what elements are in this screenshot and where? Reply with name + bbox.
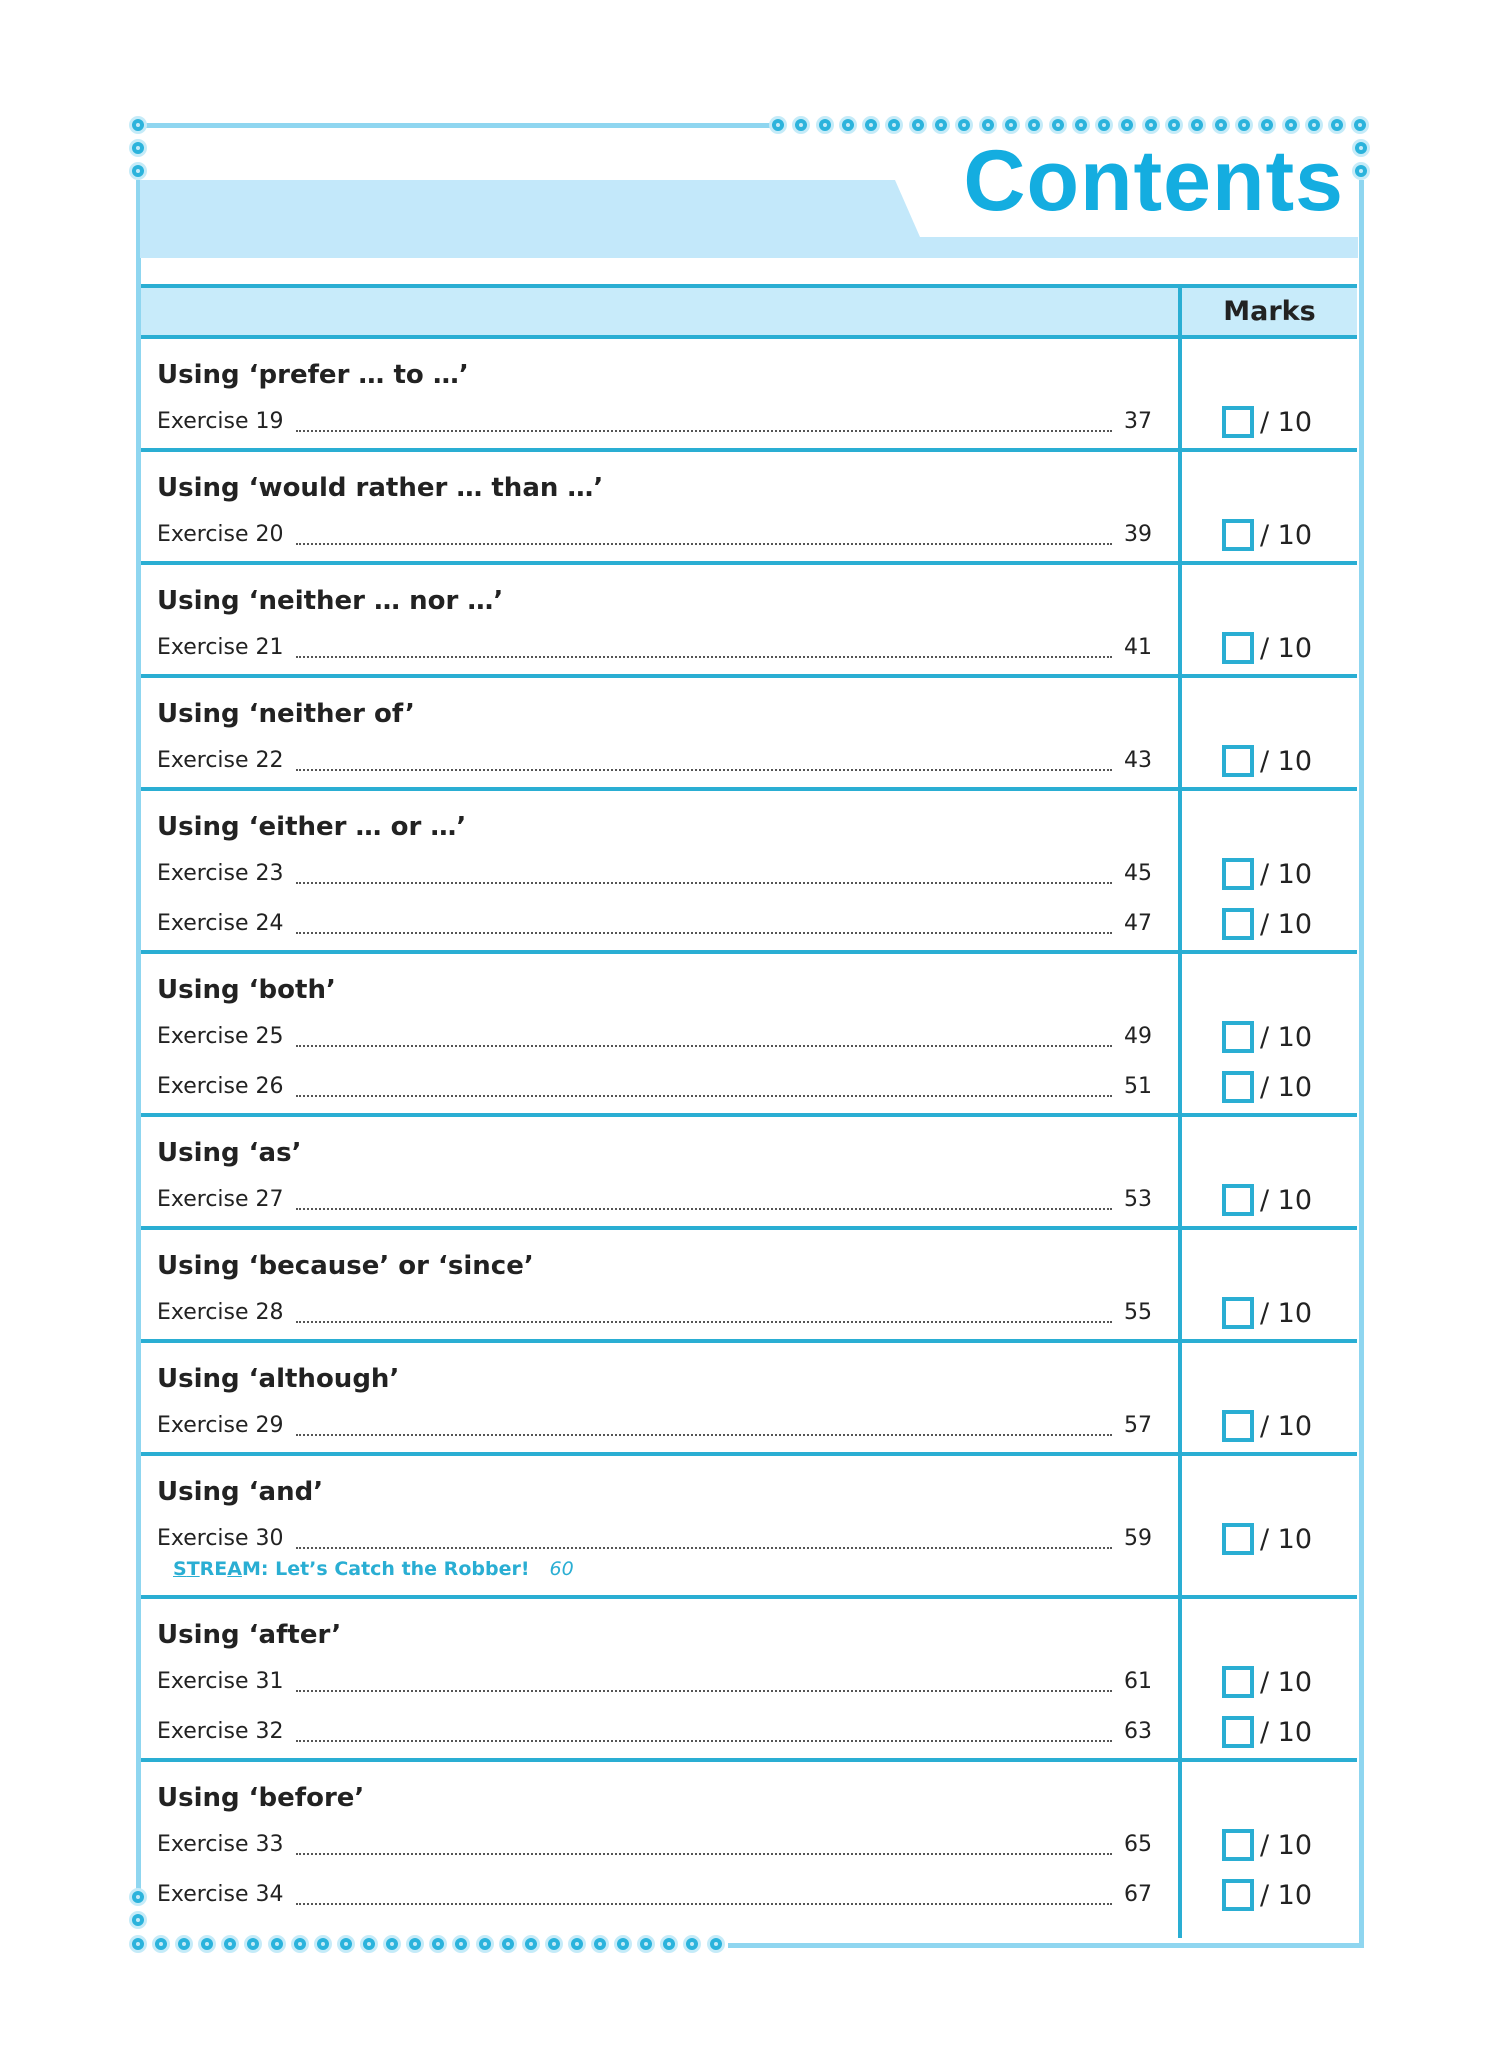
mark-entry <box>1222 1666 1312 1698</box>
page-number: 39 <box>1124 522 1152 547</box>
frame-dot-icon <box>594 1938 606 1950</box>
marks-cell <box>1182 452 1357 561</box>
marks-cell <box>1182 1117 1357 1226</box>
frame-dot-icon <box>1075 119 1087 131</box>
mark-entry <box>1222 1523 1312 1555</box>
mark-entry <box>1222 858 1312 890</box>
dot-leader <box>296 882 1112 884</box>
frame-dot-icon <box>1145 119 1157 131</box>
score-checkbox[interactable] <box>1222 1184 1254 1216</box>
page-number: 53 <box>1124 1187 1152 1212</box>
exercise-name: Exercise 24 <box>157 911 284 936</box>
table-row <box>141 1762 1357 1938</box>
frame-dot-icon <box>317 1938 329 1950</box>
frame-dot-icon <box>935 119 947 131</box>
exercise-name: Exercise 28 <box>157 1300 284 1325</box>
exercise-entry[interactable] <box>157 1820 1152 1870</box>
frame-dot-icon <box>710 1938 722 1950</box>
marks-cell <box>1182 1230 1357 1339</box>
score-total: / 10 <box>1260 745 1313 777</box>
page-number: 49 <box>1124 1024 1152 1049</box>
dot-leader <box>296 1547 1112 1549</box>
exercise-name: Exercise 21 <box>157 635 284 660</box>
exercise-entry[interactable] <box>157 1175 1152 1225</box>
frame-dot-icon <box>842 119 854 131</box>
page-number: 57 <box>1124 1413 1152 1438</box>
frame-dot-icon <box>1355 142 1367 154</box>
exercise-entry[interactable] <box>157 510 1152 560</box>
frame-dot-icon <box>409 1938 421 1950</box>
dot-leader <box>296 1208 1112 1210</box>
mark-entry <box>1222 1297 1312 1329</box>
mark-entry <box>1222 406 1312 438</box>
score-total: / 10 <box>1260 1666 1313 1698</box>
table-row <box>141 339 1357 452</box>
exercise-name: Exercise 26 <box>157 1074 284 1099</box>
frame-dot-icon <box>155 1938 167 1950</box>
score-checkbox[interactable] <box>1222 1523 1254 1555</box>
frame-dot-icon <box>340 1938 352 1950</box>
frame-dot-icon <box>132 1938 144 1950</box>
frame-dot-icon <box>1331 119 1343 131</box>
frame-dot-icon <box>1285 119 1297 131</box>
stream-letter-t: T <box>186 1558 200 1580</box>
section-heading: Using ‘neither … nor …’ <box>157 586 504 616</box>
page-number: 63 <box>1124 1719 1152 1744</box>
section-heading: Using ‘as’ <box>157 1138 302 1168</box>
score-checkbox[interactable] <box>1222 745 1254 777</box>
exercise-entry[interactable] <box>157 623 1152 673</box>
frame-dot-icon <box>1215 119 1227 131</box>
frame-dot-icon <box>912 119 924 131</box>
score-total: / 10 <box>1260 1071 1313 1103</box>
frame-dot-icon <box>982 119 994 131</box>
score-total: / 10 <box>1260 1523 1313 1555</box>
marks-cell <box>1182 791 1357 950</box>
frame-dot-icon <box>617 1938 629 1950</box>
mark-entry <box>1222 908 1312 940</box>
dot-leader <box>296 543 1112 545</box>
frame-dot-icon <box>640 1938 652 1950</box>
exercise-entry[interactable] <box>157 1012 1152 1062</box>
marks-cell <box>1182 678 1357 787</box>
frame-dot-icon <box>247 1938 259 1950</box>
exercise-entry[interactable] <box>157 1401 1152 1451</box>
dot-leader <box>296 932 1112 934</box>
frame-dot-icon <box>1355 165 1367 177</box>
dot-leader <box>296 1740 1112 1742</box>
table-row <box>141 1599 1357 1762</box>
frame-dot-icon <box>1238 119 1250 131</box>
section-heading: Using ‘either … or …’ <box>157 812 467 842</box>
stream-letter-a: A <box>227 1558 242 1580</box>
frame-dot-icon <box>958 119 970 131</box>
frame-dot-icon <box>1028 119 1040 131</box>
stream-letters-re: RE <box>199 1558 228 1580</box>
exercise-entry[interactable] <box>157 849 1152 899</box>
section-heading: Using ‘after’ <box>157 1620 342 1650</box>
section-heading: Using ‘before’ <box>157 1783 365 1813</box>
page-number: 41 <box>1124 635 1152 660</box>
table-row <box>141 678 1357 791</box>
exercise-entry[interactable] <box>157 1870 1152 1920</box>
score-checkbox[interactable] <box>1222 858 1254 890</box>
frame-dot-icon <box>1168 119 1180 131</box>
frame-dot-icon <box>479 1938 491 1950</box>
exercise-entry[interactable] <box>157 1288 1152 1338</box>
exercise-name: Exercise 34 <box>157 1882 284 1907</box>
score-total: / 10 <box>1260 1879 1313 1911</box>
marks-cell <box>1182 565 1357 674</box>
frame-dot-icon <box>819 119 831 131</box>
page-number: 65 <box>1124 1832 1152 1857</box>
mark-entry <box>1222 1410 1312 1442</box>
score-checkbox[interactable] <box>1222 1716 1254 1748</box>
section-cell <box>141 1230 1182 1339</box>
frame-dot-icon <box>525 1938 537 1950</box>
table-row <box>141 1456 1357 1599</box>
score-checkbox[interactable] <box>1222 406 1254 438</box>
frame-dot-icon <box>1005 119 1017 131</box>
exercise-name: Exercise 22 <box>157 748 284 773</box>
stream-activity-link[interactable] <box>157 1556 1152 1586</box>
score-total: / 10 <box>1260 1829 1313 1861</box>
score-checkbox[interactable] <box>1222 519 1254 551</box>
frame-dot-icon <box>772 119 784 131</box>
frame-dot-icon <box>1308 119 1320 131</box>
frame-dot-icon <box>502 1938 514 1950</box>
frame-dot-icon <box>386 1938 398 1950</box>
exercise-entry[interactable] <box>157 1657 1152 1707</box>
mark-entry <box>1222 1184 1312 1216</box>
score-checkbox[interactable] <box>1222 1410 1254 1442</box>
score-total: / 10 <box>1260 1297 1313 1329</box>
page-number: 45 <box>1124 861 1152 886</box>
frame-dot-icon <box>132 165 144 177</box>
score-total: / 10 <box>1260 406 1313 438</box>
frame-dot-icon <box>663 1938 675 1950</box>
marks-cell <box>1182 1343 1357 1452</box>
contents-table <box>141 284 1357 1938</box>
exercise-name: Exercise 29 <box>157 1413 284 1438</box>
dot-leader <box>296 1321 1112 1323</box>
section-heading: Using ‘both’ <box>157 975 336 1005</box>
frame-dot-icon <box>571 1938 583 1950</box>
exercise-name: Exercise 31 <box>157 1669 284 1694</box>
section-cell <box>141 1456 1182 1595</box>
score-total: / 10 <box>1260 1184 1313 1216</box>
section-heading: Using ‘and’ <box>157 1477 324 1507</box>
mark-entry <box>1222 745 1312 777</box>
frame-dot-icon <box>1354 119 1366 131</box>
section-cell <box>141 1343 1182 1452</box>
frame-dot-icon <box>1098 119 1110 131</box>
page-number: 67 <box>1124 1882 1152 1907</box>
table-row <box>141 1117 1357 1230</box>
score-checkbox[interactable] <box>1222 1021 1254 1053</box>
exercise-entry[interactable] <box>157 899 1152 949</box>
score-checkbox[interactable] <box>1222 1829 1254 1861</box>
frame-dot-icon <box>294 1938 306 1950</box>
frame-right-line <box>1359 180 1364 1947</box>
section-cell <box>141 452 1182 561</box>
exercise-name: Exercise 30 <box>157 1526 284 1551</box>
mark-entry <box>1222 1716 1312 1748</box>
exercise-name: Exercise 27 <box>157 1187 284 1212</box>
dot-leader <box>296 1903 1112 1905</box>
header-blank-cell <box>141 288 1182 335</box>
page-number: 59 <box>1124 1526 1152 1551</box>
table-row <box>141 565 1357 678</box>
section-cell <box>141 954 1182 1113</box>
section-cell <box>141 1117 1182 1226</box>
section-cell <box>141 339 1182 448</box>
score-checkbox[interactable] <box>1222 908 1254 940</box>
section-cell <box>141 1599 1182 1758</box>
page-number: 61 <box>1124 1669 1152 1694</box>
frame-dot-icon <box>432 1938 444 1950</box>
score-total: / 10 <box>1260 1021 1313 1053</box>
frame-dot-icon <box>224 1938 236 1950</box>
score-checkbox[interactable] <box>1222 1666 1254 1698</box>
section-heading: Using ‘although’ <box>157 1364 400 1394</box>
table-row <box>141 452 1357 565</box>
frame-dot-icon <box>1052 119 1064 131</box>
mark-entry <box>1222 1071 1312 1103</box>
frame-top-line <box>140 123 770 128</box>
exercise-name: Exercise 25 <box>157 1024 284 1049</box>
frame-bottom-line <box>728 1943 1364 1948</box>
mark-entry <box>1222 519 1312 551</box>
frame-dot-icon <box>1121 119 1133 131</box>
dot-leader <box>296 430 1112 432</box>
score-checkbox[interactable] <box>1222 1071 1254 1103</box>
frame-dot-icon <box>548 1938 560 1950</box>
marks-cell <box>1182 1456 1357 1595</box>
table-row <box>141 954 1357 1117</box>
exercise-name: Exercise 19 <box>157 409 284 434</box>
page-number: 51 <box>1124 1074 1152 1099</box>
table-row <box>141 1343 1357 1456</box>
section-cell <box>141 791 1182 950</box>
exercise-entry[interactable] <box>157 1707 1152 1757</box>
page-number: 47 <box>1124 911 1152 936</box>
exercise-entry[interactable] <box>157 397 1152 447</box>
exercise-entry[interactable] <box>157 1062 1152 1112</box>
exercise-name: Exercise 23 <box>157 861 284 886</box>
table-row <box>141 791 1357 954</box>
mark-entry <box>1222 1829 1312 1861</box>
frame-dot-icon <box>132 119 144 131</box>
frame-dot-icon <box>455 1938 467 1950</box>
mark-entry <box>1222 1021 1312 1053</box>
exercise-entry[interactable] <box>157 736 1152 786</box>
frame-dot-icon <box>888 119 900 131</box>
score-checkbox[interactable] <box>1222 1297 1254 1329</box>
stream-page-number: 60 <box>549 1558 574 1580</box>
dot-leader <box>296 1095 1112 1097</box>
exercise-name: Exercise 33 <box>157 1832 284 1857</box>
score-total: / 10 <box>1260 632 1313 664</box>
score-total: / 10 <box>1260 1410 1313 1442</box>
marks-cell <box>1182 1599 1357 1758</box>
marks-cell <box>1182 1762 1357 1938</box>
frame-dot-icon <box>178 1938 190 1950</box>
marks-cell <box>1182 954 1357 1113</box>
section-cell <box>141 678 1182 787</box>
score-total: / 10 <box>1260 908 1313 940</box>
score-total: / 10 <box>1260 1716 1313 1748</box>
marks-header: Marks <box>1223 296 1316 327</box>
table-row <box>141 1230 1357 1343</box>
frame-dot-icon <box>686 1938 698 1950</box>
page-number: 43 <box>1124 748 1152 773</box>
score-checkbox[interactable] <box>1222 632 1254 664</box>
frame-dot-icon <box>201 1938 213 1950</box>
dot-leader <box>296 1690 1112 1692</box>
table-header <box>141 284 1357 339</box>
frame-dot-icon <box>865 119 877 131</box>
section-cell <box>141 1762 1182 1938</box>
section-heading: Using ‘because’ or ‘since’ <box>157 1251 534 1281</box>
section-heading: Using ‘would rather … than …’ <box>157 473 604 503</box>
dot-leader <box>296 656 1112 658</box>
dot-leader <box>296 1045 1112 1047</box>
frame-dot-icon <box>1191 119 1203 131</box>
dot-leader <box>296 1434 1112 1436</box>
frame-dot-icon <box>1261 119 1273 131</box>
stream-title: M: Let’s Catch the Robber! <box>241 1558 530 1580</box>
section-heading: Using ‘prefer … to …’ <box>157 360 469 390</box>
score-total: / 10 <box>1260 858 1313 890</box>
frame-dot-icon <box>271 1938 283 1950</box>
frame-dot-icon <box>363 1938 375 1950</box>
page-number: 37 <box>1124 409 1152 434</box>
stream-letter-s: S <box>173 1558 187 1580</box>
page-number: 55 <box>1124 1300 1152 1325</box>
table-body <box>141 339 1357 1938</box>
dot-leader <box>296 1853 1112 1855</box>
score-checkbox[interactable] <box>1222 1879 1254 1911</box>
mark-entry <box>1222 632 1312 664</box>
exercise-name: Exercise 32 <box>157 1719 284 1744</box>
frame-dot-icon <box>132 142 144 154</box>
marks-cell <box>1182 339 1357 448</box>
section-cell <box>141 565 1182 674</box>
mark-entry <box>1222 1879 1312 1911</box>
score-total: / 10 <box>1260 519 1313 551</box>
frame-dot-icon <box>795 119 807 131</box>
dot-leader <box>296 769 1112 771</box>
page-title: Contents <box>963 133 1344 229</box>
section-heading: Using ‘neither of’ <box>157 699 415 729</box>
exercise-name: Exercise 20 <box>157 522 284 547</box>
